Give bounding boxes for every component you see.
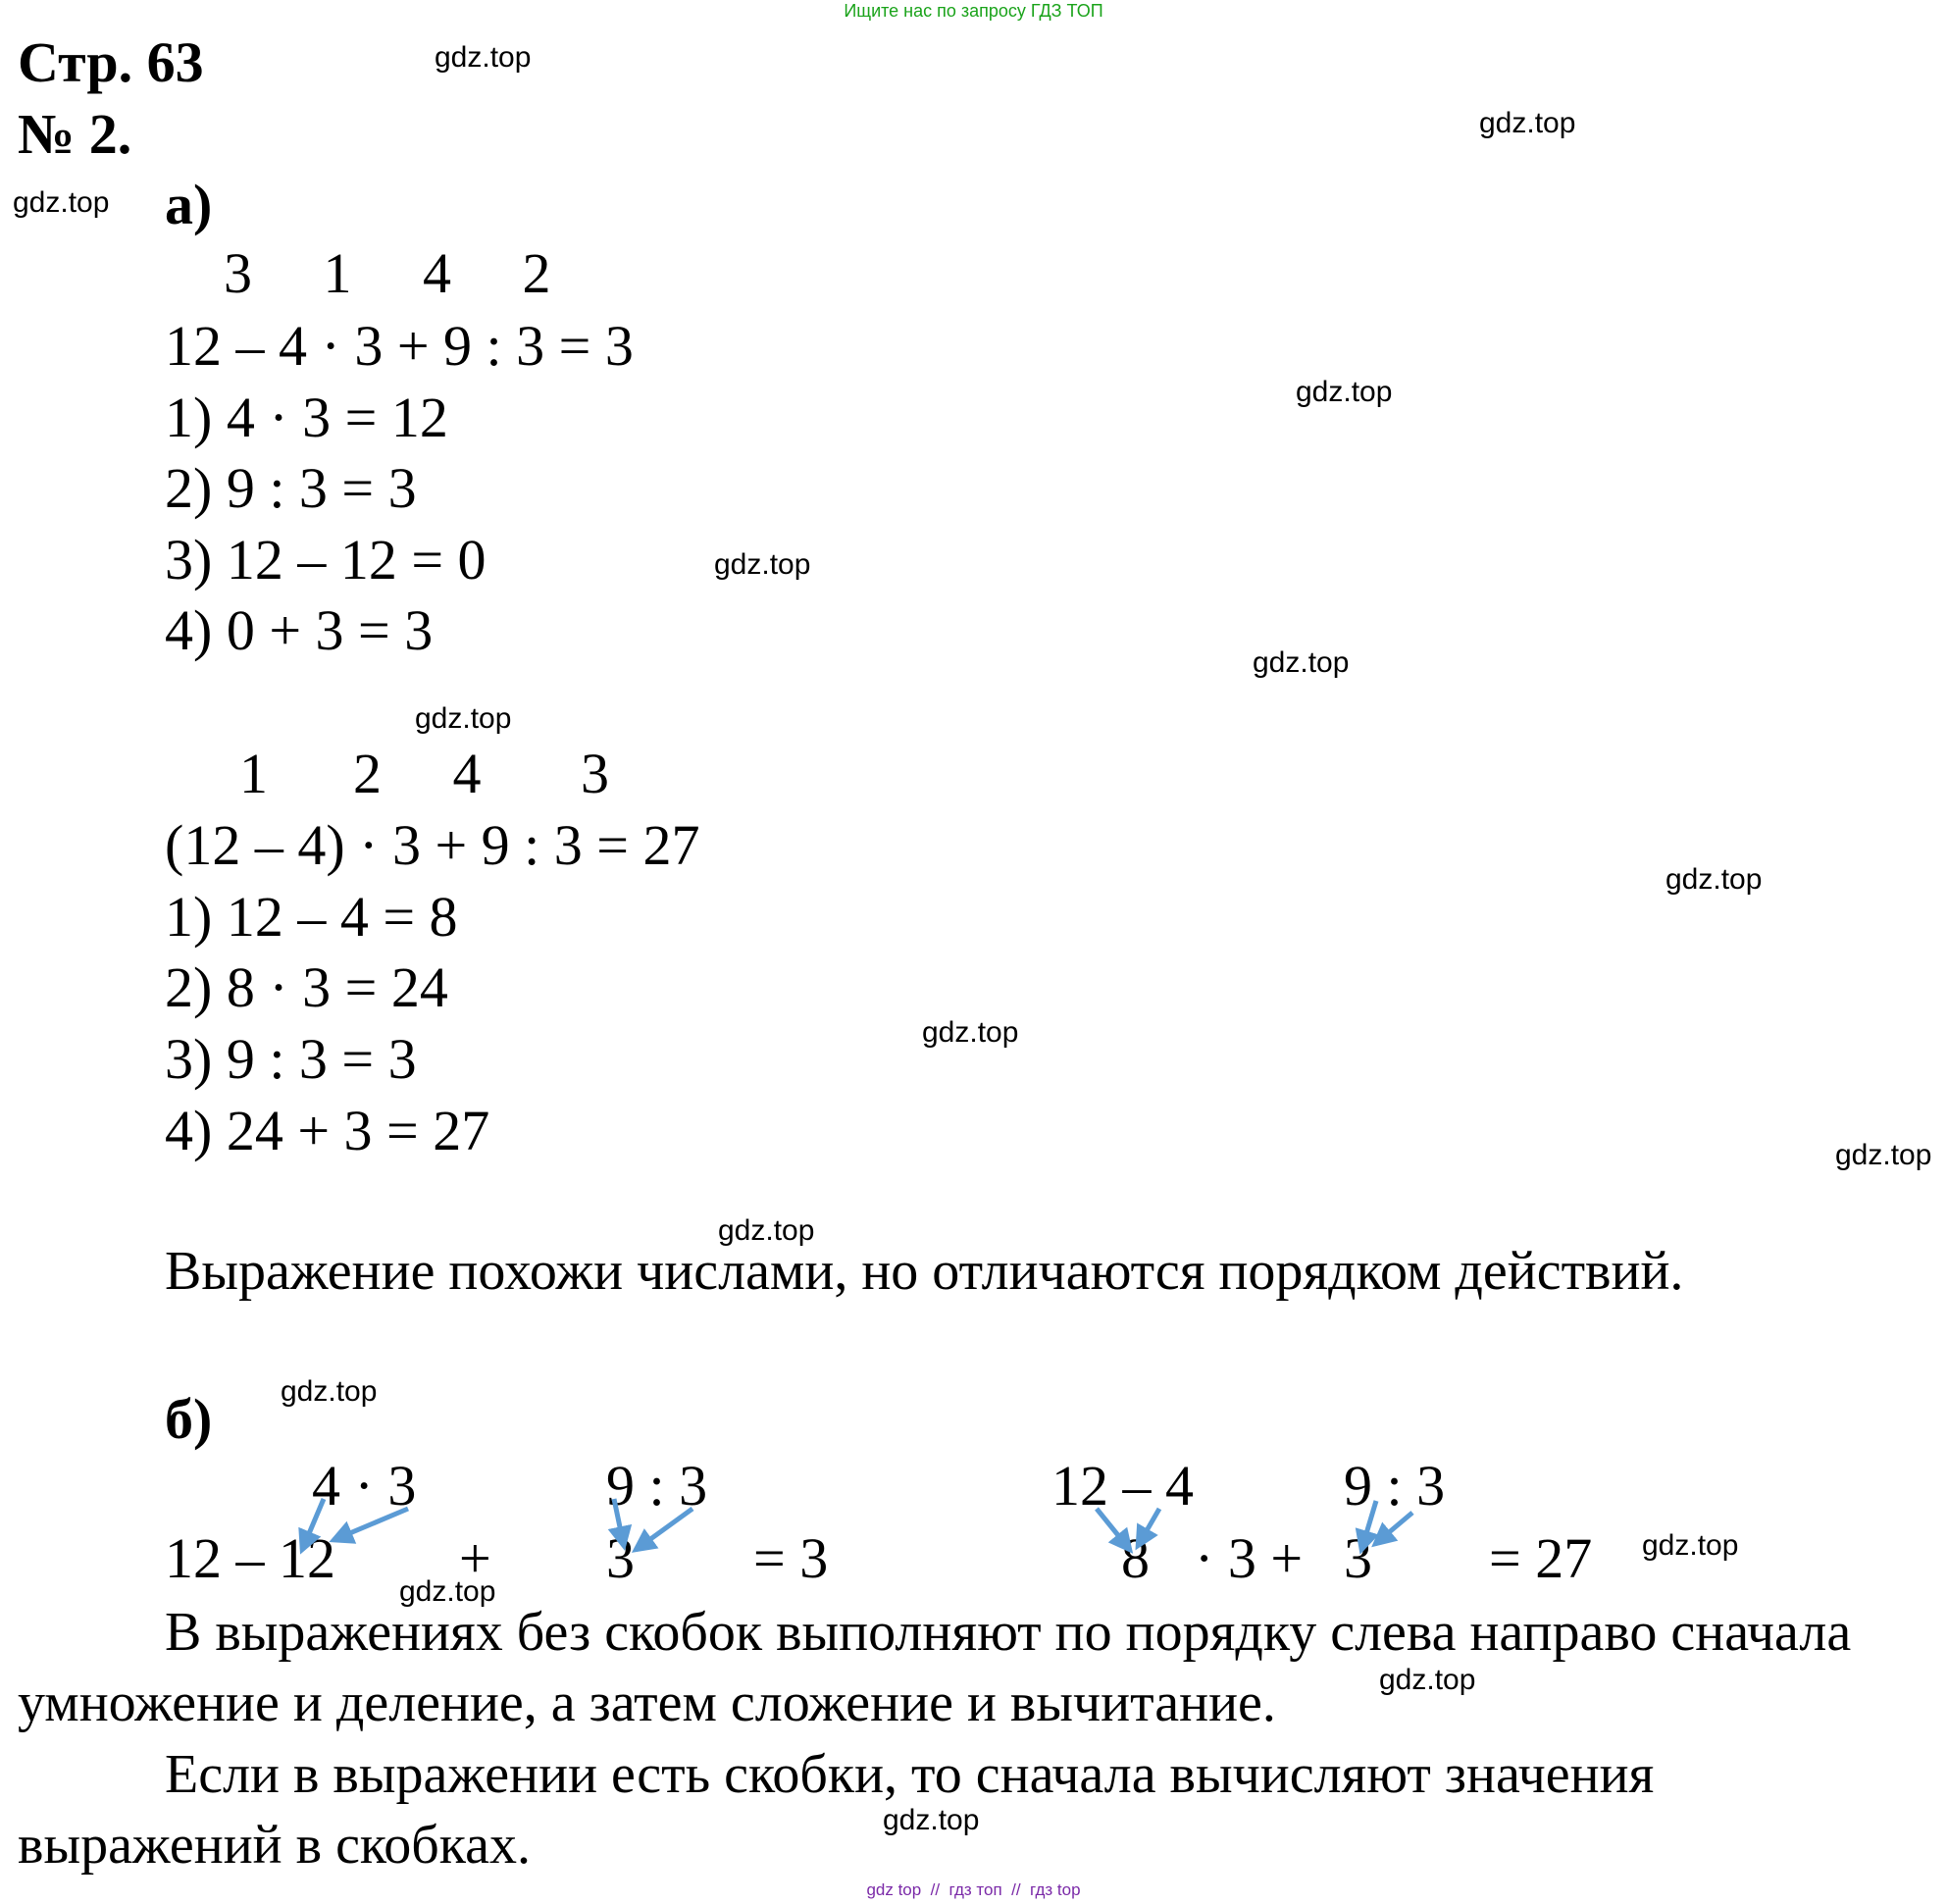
watermark: gdz.top	[13, 186, 110, 219]
watermark: gdz.top	[1665, 863, 1763, 896]
expr1-step: 4) 0 + 3 = 3	[165, 598, 434, 662]
watermark: gdz.top	[415, 702, 512, 735]
left-plus-sign: +	[459, 1526, 491, 1590]
watermark: gdz.top	[1296, 376, 1393, 408]
expr1-step: 3) 12 – 12 = 0	[165, 528, 487, 592]
arrow	[302, 1499, 324, 1550]
footer-links[interactable]: gdz top // гдз топ // гдз top	[866, 1880, 1081, 1899]
expr1-expression: 12 – 4 · 3 + 9 : 3 = 3	[165, 314, 634, 378]
arrow	[1138, 1509, 1159, 1546]
arrow	[333, 1509, 408, 1540]
expr2-step: 3) 9 : 3 = 3	[165, 1027, 417, 1091]
expr1-order-numbers: 3 1 4 2	[224, 241, 551, 305]
arrow	[1097, 1509, 1130, 1550]
expr2-step: 2) 8 · 3 = 24	[165, 955, 448, 1019]
watermark: gdz.top	[1642, 1529, 1739, 1562]
watermark: gdz.top	[435, 41, 532, 74]
right-sub-expression-divide: 9 : 3	[1344, 1454, 1446, 1518]
rule1-line1: В выражениях без скобок выполняют по порядку слева направо сначала	[165, 1602, 1852, 1663]
watermark: gdz.top	[883, 1804, 980, 1836]
watermark: gdz.top	[714, 548, 811, 581]
expr2-expression: (12 – 4) · 3 + 9 : 3 = 27	[165, 813, 700, 877]
right-sub-expression-subtract: 12 – 4	[1051, 1454, 1194, 1518]
page-title: Стр. 63	[18, 30, 204, 94]
expr1-step: 1) 4 · 3 = 12	[165, 386, 448, 449]
part-b-label: б)	[165, 1387, 213, 1451]
rule2-line1: Если в выражении есть скобки, то сначала вычисляют значения	[165, 1744, 1655, 1805]
watermark: gdz.top	[1835, 1139, 1932, 1171]
watermark: gdz.top	[1379, 1664, 1476, 1696]
part-a-label: а)	[165, 173, 213, 236]
right-middle: · 3 +	[1195, 1526, 1304, 1590]
left-sub-expression-divide: 9 : 3	[606, 1454, 708, 1518]
right-eight: 8	[1121, 1526, 1150, 1590]
right-result: = 27	[1489, 1526, 1593, 1590]
watermark: gdz.top	[922, 1016, 1019, 1049]
watermark: gdz.top	[399, 1575, 496, 1608]
left-result: = 3	[753, 1526, 829, 1590]
left-three: 3	[606, 1526, 635, 1590]
watermark: gdz.top	[1253, 646, 1350, 679]
expr2-order-numbers: 1 2 4 3	[239, 742, 609, 805]
task-number: № 2.	[18, 102, 132, 166]
expr1-step: 2) 9 : 3 = 3	[165, 456, 417, 520]
part-a-conclusion: Выражение похожи числами, но отличаются порядком действий.	[165, 1241, 1684, 1302]
watermark: gdz.top	[1479, 107, 1576, 139]
top-ad-text: Ищите нас по запросу ГДЗ ТОП	[844, 1, 1103, 21]
arrow	[1375, 1513, 1412, 1544]
left-expression-start: 12 – 12	[165, 1526, 335, 1590]
watermark: gdz.top	[718, 1214, 815, 1247]
expr2-step: 1) 12 – 4 = 8	[165, 885, 458, 949]
rule2-line2: выражений в скобках.	[18, 1815, 532, 1876]
right-three: 3	[1344, 1526, 1372, 1590]
rule1-line2: умножение и деление, а затем сложение и вычитание.	[18, 1672, 1276, 1733]
expr2-step: 4) 24 + 3 = 27	[165, 1099, 490, 1162]
arrow	[636, 1509, 692, 1550]
arrow	[614, 1499, 624, 1546]
left-sub-expression-multiply: 4 · 3	[312, 1454, 417, 1518]
watermark: gdz.top	[281, 1375, 378, 1408]
